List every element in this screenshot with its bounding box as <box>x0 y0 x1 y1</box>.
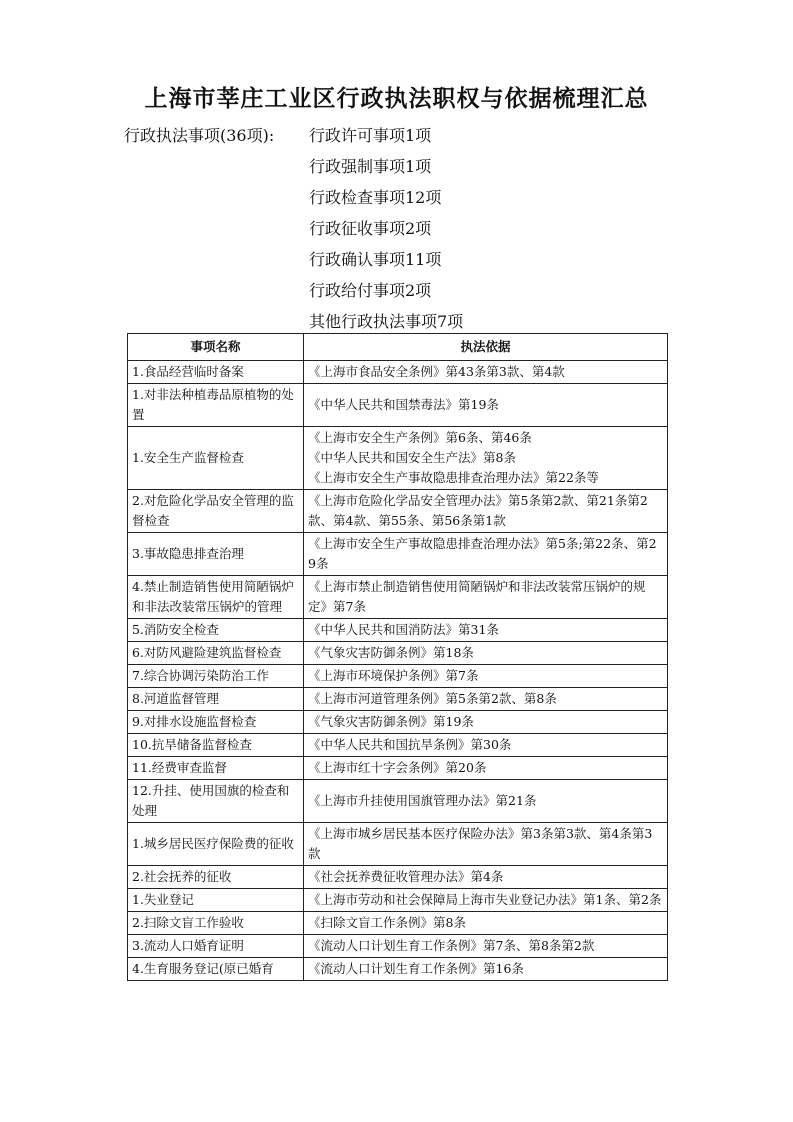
legal-basis-line: 《中华人民共和国禁毒法》第19条 <box>308 397 499 412</box>
legal-basis-line: 《上海市劳动和社会保障局上海市失业登记办法》第1条、第2条 <box>308 892 662 907</box>
item-name-cell: 2.对危险化学品安全管理的监督检查 <box>128 490 304 533</box>
table-body <box>128 361 668 981</box>
table-row <box>128 889 668 912</box>
item-name-cell: 1.对非法种植毒品原植物的处置 <box>128 384 304 427</box>
item-name-cell: 11.经费审查监督 <box>128 757 304 780</box>
table-row <box>128 866 668 889</box>
legal-basis-cell <box>304 912 668 935</box>
table-header-row <box>128 334 668 361</box>
summary-line: 行政强制事项1项 <box>309 157 432 176</box>
summary-lead: 行政执法事项(36项): <box>124 126 275 145</box>
item-name-cell: 7.综合协调污染防治工作 <box>128 665 304 688</box>
table-row <box>128 427 668 490</box>
table-row <box>128 780 668 823</box>
legal-basis-line: 《上海市食品安全条例》第43条第3款、第4款 <box>308 364 565 379</box>
table-row <box>128 665 668 688</box>
legal-basis-line: 《社会抚养费征收管理办法》第4条 <box>308 869 504 884</box>
legal-basis-cell <box>304 780 668 823</box>
item-name-cell: 6.对防风避险建筑监督检查 <box>128 642 304 665</box>
legal-basis-cell <box>304 958 668 981</box>
item-name-cell: 1.安全生产监督检查 <box>128 427 304 490</box>
item-name-cell: 1.失业登记 <box>128 889 304 912</box>
item-name-cell: 5.消防安全检查 <box>128 619 304 642</box>
table-row <box>128 935 668 958</box>
legal-basis-line: 《上海市危险化学品安全管理办法》第5条第2款、第21条第2款、第4款、第55条、第56条第1款 <box>308 493 648 528</box>
legal-basis-line: 《上海市禁止制造销售使用简陋锅炉和非法改装常压锅炉的规定》第7条 <box>308 579 646 614</box>
legal-basis-line: 《上海市安全生产条例》第6条、第46条 <box>308 430 532 445</box>
table-row <box>128 642 668 665</box>
page-title: 上海市莘庄工业区行政执法职权与依据梳理汇总 <box>144 86 649 112</box>
legal-basis-cell <box>304 384 668 427</box>
legal-basis-line: 《上海市安全生产事故隐患排查治理办法》第22条等 <box>308 470 599 485</box>
item-name-cell: 12.升挂、使用国旗的检查和处理 <box>128 780 304 823</box>
table-row <box>128 734 668 757</box>
legal-basis-line: 《中华人民共和国抗旱条例》第30条 <box>308 737 512 752</box>
column-header-legal-basis: 执法依据 <box>304 334 668 361</box>
table-row <box>128 361 668 384</box>
legal-basis-cell <box>304 757 668 780</box>
legal-basis-cell <box>304 688 668 711</box>
legal-basis-cell <box>304 361 668 384</box>
table-row <box>128 384 668 427</box>
item-name-cell: 8.河道监督管理 <box>128 688 304 711</box>
item-name-cell: 3.流动人口婚育证明 <box>128 935 304 958</box>
legal-basis-line: 《中华人民共和国安全生产法》第8条 <box>308 450 516 465</box>
legal-basis-line: 《上海市城乡居民基本医疗保险办法》第3条第3款、第4条第3款 <box>308 826 653 861</box>
legal-basis-cell <box>304 866 668 889</box>
table-row <box>128 490 668 533</box>
legal-basis-cell <box>304 427 668 490</box>
legal-basis-cell <box>304 823 668 866</box>
item-name-cell: 2.社会抚养的征收 <box>128 866 304 889</box>
item-name-cell: 1.城乡居民医疗保险费的征收 <box>128 823 304 866</box>
table-row <box>128 576 668 619</box>
table-row <box>128 912 668 935</box>
item-name-cell: 2.扫除文盲工作验收 <box>128 912 304 935</box>
legal-basis-line: 《气象灾害防御条例》第18条 <box>308 645 474 660</box>
legal-basis-line: 《气象灾害防御条例》第19条 <box>308 714 474 729</box>
table-row <box>128 688 668 711</box>
item-name-cell: 3.事故隐患排查治理 <box>128 533 304 576</box>
legal-basis-line: 《上海市升挂使用国旗管理办法》第21条 <box>308 793 537 808</box>
table-row <box>128 619 668 642</box>
legal-basis-line: 《上海市河道管理条例》第5条第2款、第8条 <box>308 691 557 706</box>
legal-basis-cell <box>304 889 668 912</box>
item-name-cell: 1.食品经营临时备案 <box>128 361 304 384</box>
legal-basis-cell <box>304 734 668 757</box>
summary-line: 行政确认事项11项 <box>309 250 442 269</box>
legal-basis-line: 《上海市红十字会条例》第20条 <box>308 760 487 775</box>
item-name-cell: 9.对排水设施监督检查 <box>128 711 304 734</box>
legal-basis-line: 《流动人口计划生育工作条例》第16条 <box>308 961 524 976</box>
summary-line: 行政检查事项12项 <box>309 188 442 207</box>
item-name-cell: 4.生育服务登记(原已婚育 <box>128 958 304 981</box>
summary-line: 其他行政执法事项7项 <box>309 312 464 331</box>
table-row <box>128 533 668 576</box>
column-header-item-name: 事项名称 <box>128 334 304 361</box>
legal-basis-line: 《中华人民共和国消防法》第31条 <box>308 622 499 637</box>
table-row <box>128 711 668 734</box>
legal-basis-cell <box>304 490 668 533</box>
legal-basis-line: 《扫除文盲工作条例》第8条 <box>308 915 466 930</box>
item-name-cell: 10.抗旱储备监督检查 <box>128 734 304 757</box>
table-row <box>128 757 668 780</box>
legal-basis-line: 《上海市安全生产事故隐患排查治理办法》第5条;第22条、第29条 <box>308 536 657 571</box>
legal-basis-cell <box>304 576 668 619</box>
summary-block <box>124 120 463 337</box>
summary-line: 行政征收事项2项 <box>309 219 432 238</box>
legal-basis-line: 《上海市环境保护条例》第7条 <box>308 668 479 683</box>
summary-line: 行政给付事项2项 <box>309 281 432 300</box>
legal-basis-cell <box>304 619 668 642</box>
legal-basis-cell <box>304 935 668 958</box>
table-row <box>128 958 668 981</box>
authority-table <box>127 333 668 981</box>
legal-basis-cell <box>304 665 668 688</box>
summary-line: 行政许可事项1项 <box>309 126 432 145</box>
table-row <box>128 823 668 866</box>
legal-basis-cell <box>304 533 668 576</box>
item-name-cell: 4.禁止制造销售使用简陋锅炉和非法改装常压锅炉的管理 <box>128 576 304 619</box>
legal-basis-cell <box>304 642 668 665</box>
legal-basis-cell <box>304 711 668 734</box>
legal-basis-line: 《流动人口计划生育工作条例》第7条、第8条第2款 <box>308 938 595 953</box>
